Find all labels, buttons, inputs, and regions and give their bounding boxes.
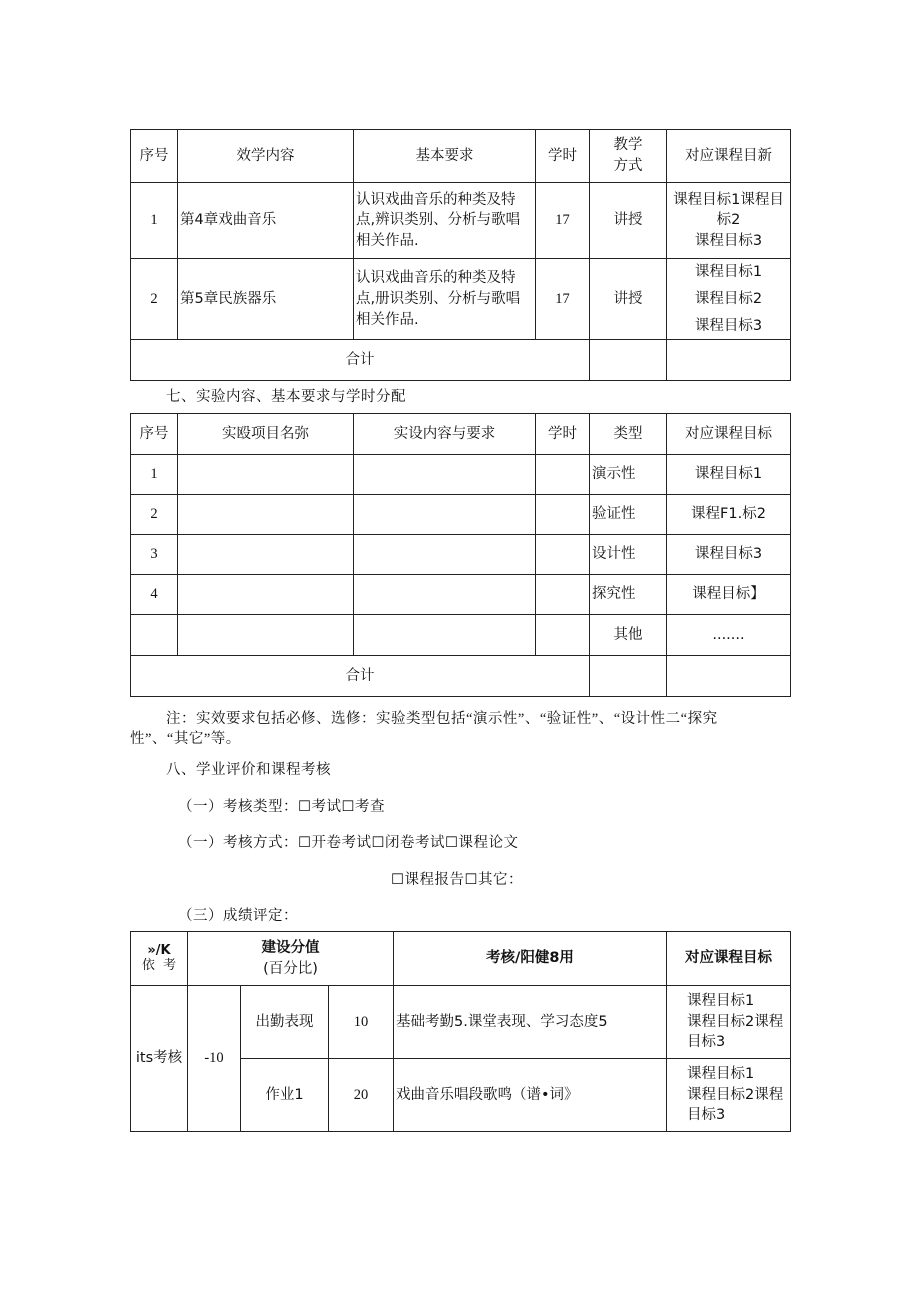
row-hours bbox=[536, 495, 590, 535]
table-row bbox=[131, 575, 791, 615]
row-score: 20 bbox=[329, 1059, 394, 1132]
row-no bbox=[131, 615, 178, 656]
row-goal: 课程目标1 bbox=[667, 455, 791, 495]
row-no: 4 bbox=[131, 575, 178, 615]
group-label: its考核 bbox=[131, 986, 188, 1132]
experiment-table bbox=[130, 413, 791, 697]
row-goal: 课程目标1 课程目标2课程目标3 bbox=[667, 986, 791, 1059]
header-goal: 对应课程目新 bbox=[667, 130, 791, 183]
row-goal: 课程F1.标2 bbox=[667, 495, 791, 535]
total-cell bbox=[667, 340, 791, 381]
row-goal: 课程目标1 课程目标2 课程目标3 bbox=[667, 259, 791, 340]
row-content: 第4章戏曲音乐 bbox=[178, 183, 354, 259]
header-project: 实殴项目名弥 bbox=[178, 414, 354, 455]
header-weight bbox=[188, 932, 394, 986]
row-requirement: 认识戏曲音乐的种类及特点,册识类别、分析与歌唱相关作品. bbox=[354, 259, 536, 340]
grade-title: （三）成绩评定： bbox=[178, 908, 298, 924]
row-hours bbox=[536, 535, 590, 575]
row-method: 讲授 bbox=[590, 259, 667, 340]
row-project bbox=[178, 615, 354, 656]
total-cell bbox=[590, 656, 667, 697]
row-hours: 17 bbox=[536, 183, 590, 259]
total-label: 合计 bbox=[131, 656, 590, 697]
row-requirement bbox=[354, 455, 536, 495]
row-item: 作业1 bbox=[241, 1059, 329, 1132]
row-no: 1 bbox=[131, 183, 178, 259]
row-hours bbox=[536, 575, 590, 615]
row-type: 验证性 bbox=[590, 495, 667, 535]
row-no: 2 bbox=[131, 259, 178, 340]
row-type: 设计性 bbox=[590, 535, 667, 575]
table-row bbox=[131, 495, 791, 535]
row-project bbox=[178, 535, 354, 575]
row-goal: 课程目标3 bbox=[667, 535, 791, 575]
row-type: 演示性 bbox=[590, 455, 667, 495]
header-goal: 对应课程目标 bbox=[667, 414, 791, 455]
header-type: 类型 bbox=[590, 414, 667, 455]
row-requirement bbox=[354, 615, 536, 656]
row-project bbox=[178, 495, 354, 535]
row-requirement bbox=[354, 575, 536, 615]
row-goal: 课程目标】 bbox=[667, 575, 791, 615]
total-label: 合计 bbox=[131, 340, 590, 381]
row-goal: ....... bbox=[667, 615, 791, 656]
row-requirement bbox=[354, 495, 536, 535]
table-row bbox=[131, 259, 791, 340]
row-project bbox=[178, 575, 354, 615]
header-hours: 学时 bbox=[536, 130, 590, 183]
assessment-method-continued: ☐课程报告☐其它： bbox=[391, 872, 523, 888]
row-content: 戏曲音乐唱段歌鸣（谱•词》 bbox=[394, 1059, 667, 1132]
assessment-method: （一）考核方式：☐开卷考试☐闭卷考试☐课程论文 bbox=[178, 835, 519, 851]
table-row bbox=[131, 455, 791, 495]
row-type: 其他 bbox=[590, 615, 667, 656]
grading-table bbox=[130, 931, 791, 1132]
header-no: 序号 bbox=[131, 130, 178, 183]
section-7-title: 七、实验内容、基本要求与学时分配 bbox=[166, 389, 406, 405]
header-basis bbox=[131, 932, 188, 986]
header-requirement: 基本要求 bbox=[354, 130, 536, 183]
teaching-content-table bbox=[130, 129, 791, 381]
row-no: 3 bbox=[131, 535, 178, 575]
header-content: 考核/阳健8用 bbox=[394, 932, 667, 986]
row-type: 探究性 bbox=[590, 575, 667, 615]
section-8-title: 八、学业评价和课程考核 bbox=[166, 762, 331, 778]
total-cell bbox=[590, 340, 667, 381]
table-row bbox=[131, 615, 791, 656]
header-requirement: 实设内容与要求 bbox=[354, 414, 536, 455]
row-no: 1 bbox=[131, 455, 178, 495]
row-hours: 17 bbox=[536, 259, 590, 340]
header-no: 序号 bbox=[131, 414, 178, 455]
header-weight-label: 建设分值 bbox=[261, 939, 320, 956]
table-row bbox=[131, 535, 791, 575]
total-cell bbox=[667, 656, 791, 697]
table-row bbox=[131, 986, 791, 1059]
row-requirement: 认识戏曲音乐的种类及特点,辨识类别、分析与歌唱相关作品. bbox=[354, 183, 536, 259]
header-content: 效学内容 bbox=[178, 130, 354, 183]
header-hours: 学时 bbox=[536, 414, 590, 455]
row-hours bbox=[536, 455, 590, 495]
header-goal: 对应课程目标 bbox=[667, 932, 791, 986]
row-score: 10 bbox=[329, 986, 394, 1059]
assessment-type: （一）考核类型：☐考试☐考查 bbox=[178, 799, 385, 815]
table-row bbox=[131, 183, 791, 259]
row-item: 出勤表现 bbox=[241, 986, 329, 1059]
header-weight-sub: (百分比) bbox=[263, 960, 318, 977]
row-content: 基础考勤5.课堂表现、学习态度5 bbox=[394, 986, 667, 1059]
header-basis-mark: »/K bbox=[147, 943, 171, 959]
row-goal: 课程目标1课程目标2 课程目标3 bbox=[667, 183, 791, 259]
row-project bbox=[178, 455, 354, 495]
row-hours bbox=[536, 615, 590, 656]
header-basis-text: 依 考 bbox=[141, 957, 177, 973]
note-line-2: 性”、“其它”等。 bbox=[130, 731, 241, 747]
row-goal: 课程目标1 课程目标2课程目标3 bbox=[667, 1059, 791, 1132]
row-no: 2 bbox=[131, 495, 178, 535]
group-weight: -10 bbox=[188, 986, 241, 1132]
row-method: 讲授 bbox=[590, 183, 667, 259]
note-line-1: 注：实效要求包括必修、选修：实验类型包括“演示性”、“验证性”、“设计性二“探究 bbox=[166, 711, 718, 727]
header-method: 教学 方式 bbox=[590, 130, 667, 183]
row-content: 第5章民族器乐 bbox=[178, 259, 354, 340]
row-requirement bbox=[354, 535, 536, 575]
